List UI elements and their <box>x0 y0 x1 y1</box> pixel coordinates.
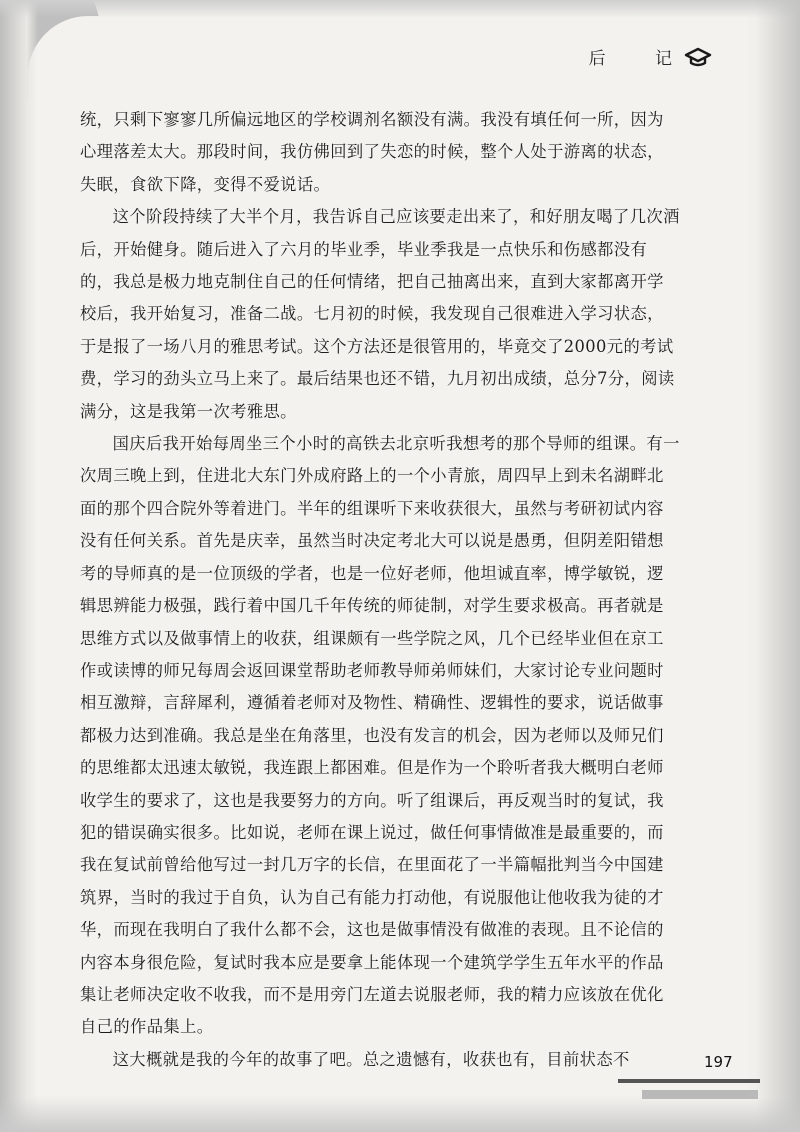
paragraph-4: 这大概就是我的今年的故事了吧。总之遗憾有，收获也有，目前状态不 <box>112 1049 630 1069</box>
bottom-edge-shadow <box>0 1098 800 1132</box>
right-edge-shadow <box>755 0 800 1132</box>
header-title: 后 记 <box>588 49 694 69</box>
graduation-cap-icon <box>684 46 712 68</box>
top-edge-shadow <box>0 0 800 18</box>
footer-rule <box>618 1079 760 1083</box>
binding-shadow <box>0 0 38 1132</box>
paragraph-1: 统，只剩下寥寥几所偏远地区的学校调剂名额没有满。我没有填任何一所，因为心理落差太大。那段时间，我仿佛回到了失恋的时候，整个人处于游离的状态，失眠，食欲下降，变得不爱说话。 <box>80 110 664 194</box>
page-number: 197 <box>704 1053 733 1071</box>
footer-bar <box>642 1090 758 1099</box>
running-header <box>589 44 712 69</box>
paragraph-3: 国庆后我开始每周坐三个小时的高铁去北京听我想考的那个导师的组课。有一次周三晚上到，住进北大东门外成府路上的一个小青旅，周四早上到未名湖畔北面的那个四合院外等着进门。半年的组课听下来收获很大，虽然与考研初试内容没有任何关系。首先是庆幸，虽然当时决定考北大可以说是愚勇，但阴差阳错想考的导师真的是一位顶级的学者，也是一位好老师，他坦诚直率，博学敏锐，逻辑思辨能力极强，践行着中国几千年传统的师徒制，对学生要求极高。再者就是思维方式以及做事情上的收获，组课颇有一些学院之风，几个已经毕业但在京工作或读博的师兄每周会返回课堂帮助老师教导师弟师妹们，大家讨论专业问题时相互激辩，言辞犀利，遵循着老师对及物性、精确性、逻辑性的要求，说话做事都极力达到准确。我总是坐在角落里，也没有发言的机会，因为老师以及师兄们的思维都太迅速太敏锐，我连跟上都困难。但是作为一个聆听者我大概明白老师收学生的要求了，这也是我要努力的方向。听了组课后，再反观当时的复试，我犯的错误确实很多。比如说，老师在课上说过，做任何事情做准是最重要的，而我在复试前曾给他写过一封几万字的长信，在里面花了一半篇幅批判当今中国建筑界，当时的我过于自负，认为自己有能力打动他，有说服他让他收我为徒的才华，而现在我明白了我什么都不会，这也是做事情没有做准的表现。且不论信的内容本身很危险，复试时我本应是要拿上能体现一个建筑学学生五年水平的作品集让老师决定收不收我，而不是用旁门左道去说服老师，我的精力应该放在优化自己的作品集上。 <box>80 434 680 1037</box>
paragraph-2: 这个阶段持续了大半个月，我告诉自己应该要走出来了，和好朋友喝了几次酒后，开始健身。随后进入了六月的毕业季，毕业季我是一点快乐和伤感都没有的，我总是极力地克制住自己的任何情绪，把自己抽离出来，直到大家都离开学校后，我开始复习，准备二战。七月初的时候，我发现自己很难进入学习状态，于是报了一场八月的雅思考试。这个方法还是很管用的，毕竟交了2000元的考试费，学习的劲头立马上来了。最后结果也还不错，九月初出成绩，总分7分，阅读满分，这是我第一次考雅思。 <box>80 207 680 421</box>
body-text <box>80 104 680 1076</box>
